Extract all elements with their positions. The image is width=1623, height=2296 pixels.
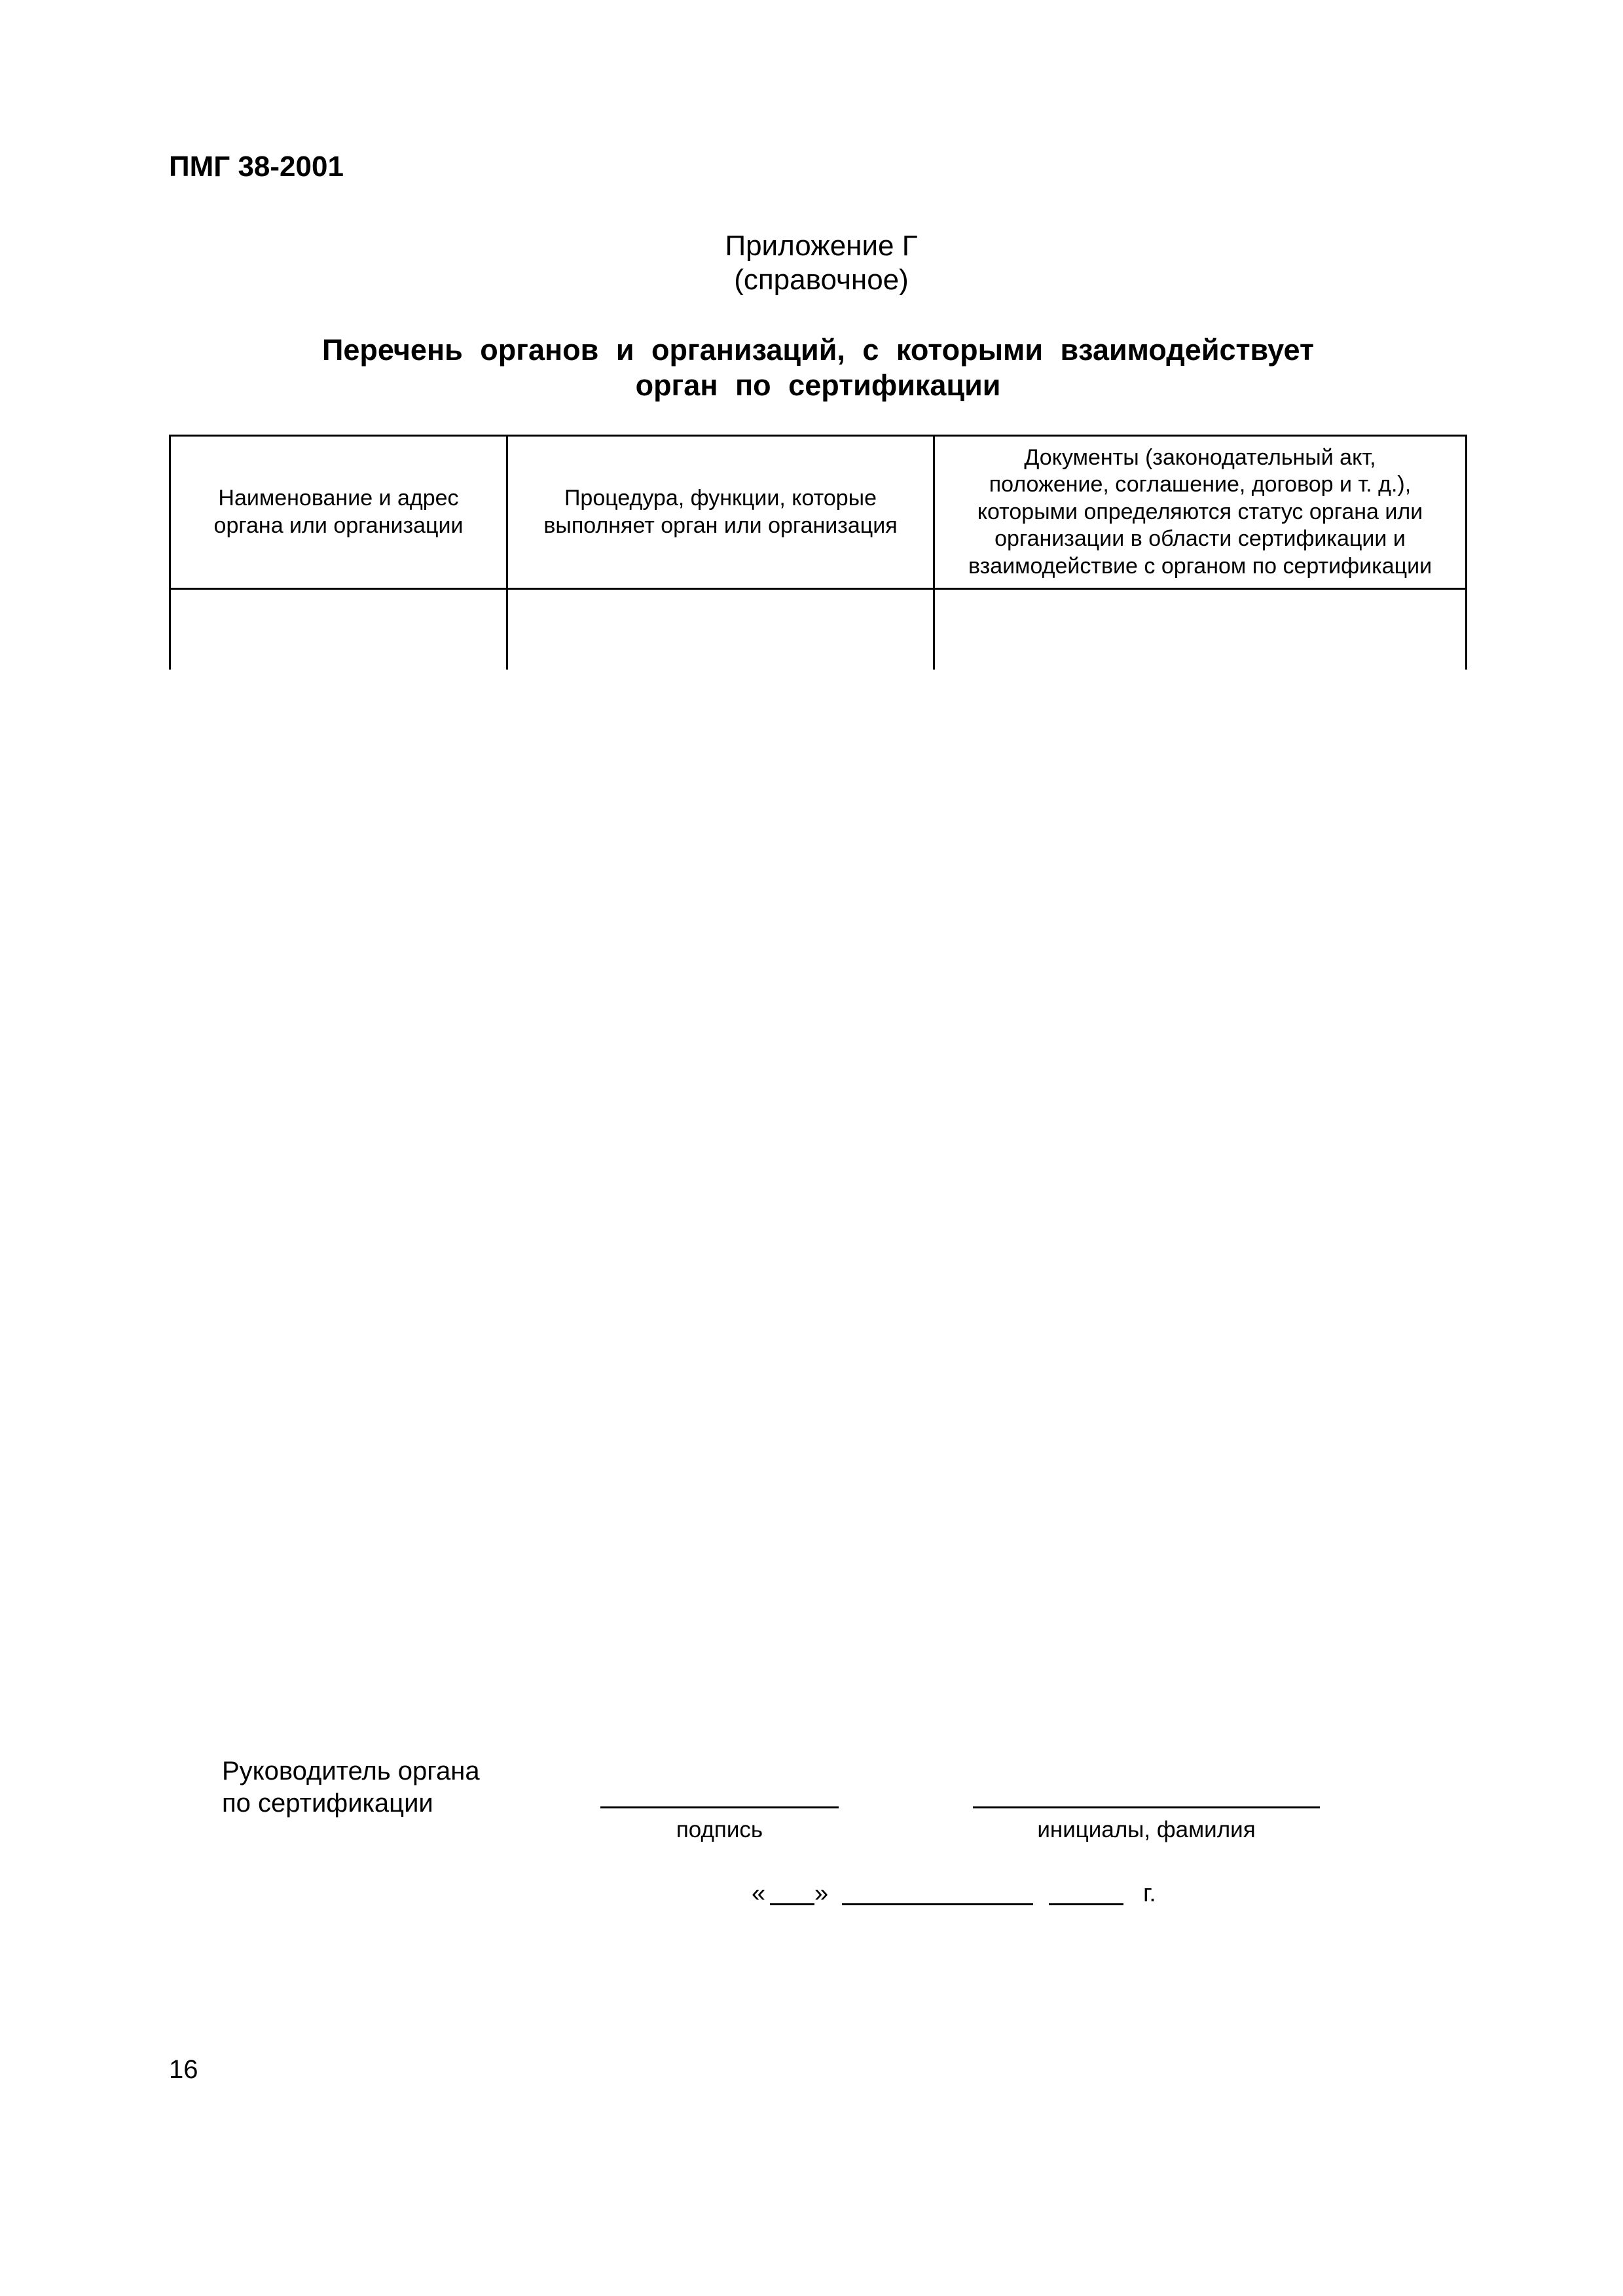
column-header-documents: Документы (законодательный акт, положение, соглашение, договор и т. д.), которыми определяются статус органа или организации в области сертификации и взаимодействие с органом по сертификации <box>968 444 1432 579</box>
main-title-line-1: Перечень органов и организаций, с которыми взаимодействует <box>321 333 1314 367</box>
date-year-suffix: г. <box>1143 1880 1156 1907</box>
table-border-right <box>1465 435 1467 670</box>
appendix-title: Приложение Г <box>725 230 918 262</box>
organizations-table <box>169 435 1467 670</box>
column-header-procedure: Процедура, функции, которые выполняет орган или организация <box>543 486 898 538</box>
date-open-quote: « <box>752 1880 766 1907</box>
signatory-title: Руководитель органа по сертификации <box>222 1757 480 1818</box>
signature-caption: подпись <box>676 1817 763 1842</box>
date-month-line <box>842 1903 1033 1905</box>
appendix-note: (справочное) <box>734 264 909 296</box>
main-title <box>0 332 1623 403</box>
column-header-name-address: Наименование и адрес органа или организации <box>213 486 464 538</box>
date-day-line <box>770 1903 814 1905</box>
name-caption: инициалы, фамилия <box>1037 1817 1256 1842</box>
name-line <box>973 1806 1320 1808</box>
document-code: ПМГ 38-2001 <box>169 151 344 183</box>
date-year-line <box>1049 1903 1123 1905</box>
date-close-quote: » <box>814 1880 829 1907</box>
main-title-line-2: орган по сертификации <box>635 368 1001 402</box>
signature-line <box>600 1806 839 1808</box>
page-number: 16 <box>169 2055 198 2084</box>
table-header-divider <box>169 588 1467 590</box>
